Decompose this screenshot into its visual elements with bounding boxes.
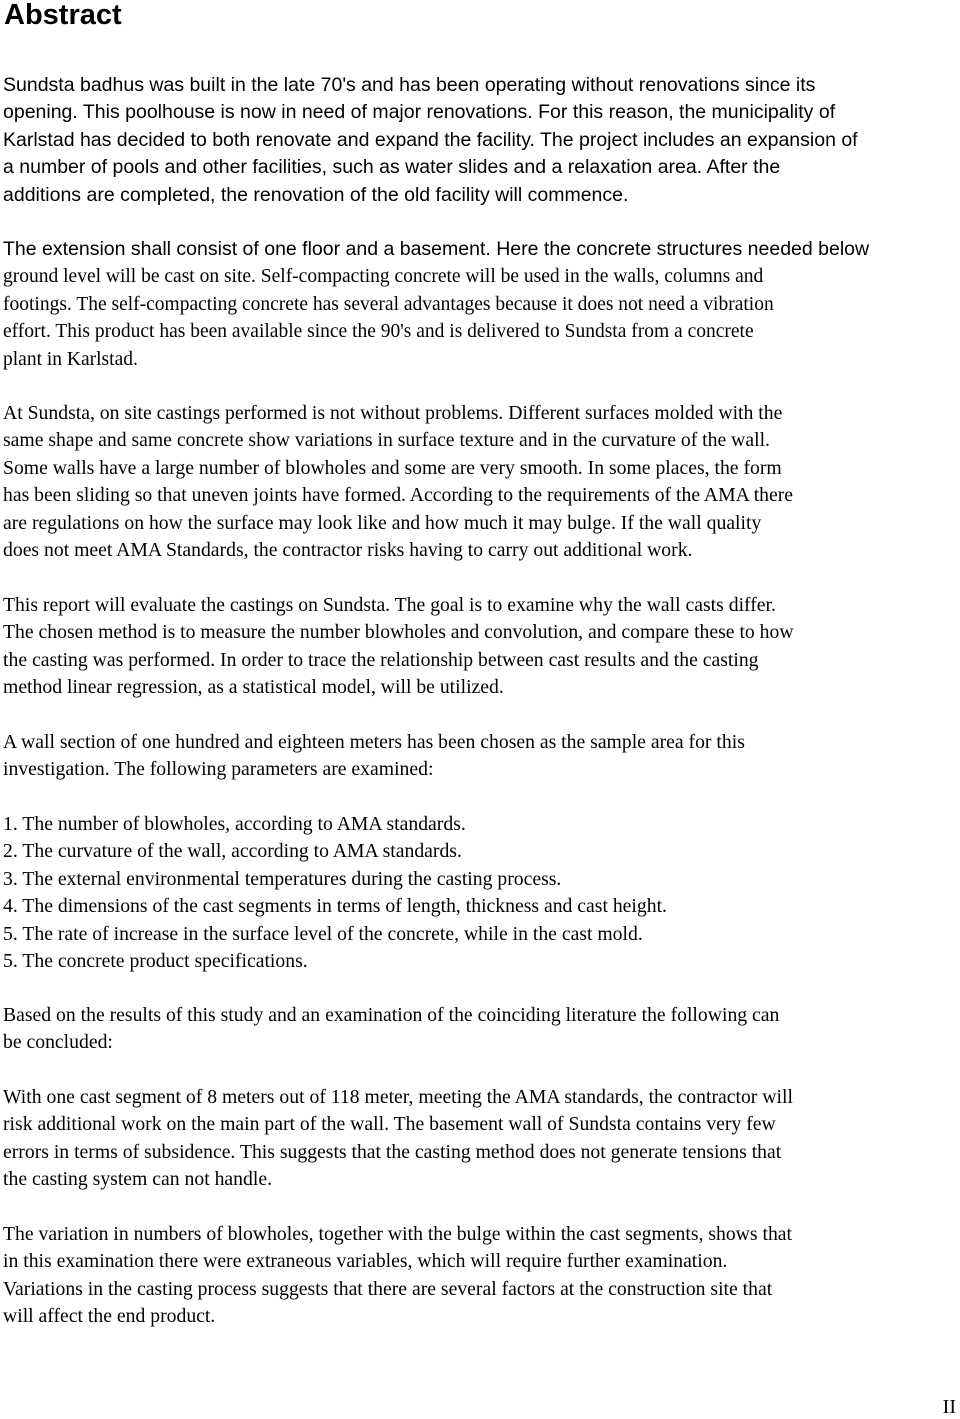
list-item: 4. The dimensions of the cast segments in terms of length, thickness and cast height. — [3, 895, 667, 918]
paragraph-line: plant in Karlstad. — [3, 348, 138, 370]
paragraph-line: Some walls have a large number of blowholes and some are very smooth. In some places, the form — [3, 456, 782, 479]
list-item: 2. The curvature of the wall, according to AMA standards. — [3, 840, 462, 863]
paragraph-line: With one cast segment of 8 meters out of 118 meter, meeting the AMA standards, the contractor will — [3, 1086, 793, 1108]
paragraph-line: be concluded: — [3, 1031, 113, 1054]
paragraph-line: Based on the results of this study and an examination of the coinciding literature the following can — [3, 1004, 780, 1026]
paragraph-line: The chosen method is to measure the number blowholes and convolution, and compare these to how — [3, 621, 794, 644]
paragraph-line: ground level will be cast on site. Self-compacting concrete will be used in the walls, columns and — [3, 266, 764, 288]
paragraph-line: Variations in the casting process suggests that there are several factors at the construction site that — [3, 1277, 773, 1300]
paragraph-sample-area — [3, 729, 960, 784]
paragraph-line: Sundsta badhus was built in the late 70's and has been operating without renovations since its — [3, 74, 816, 96]
page-number: II — [942, 1396, 956, 1418]
paragraph-line: additions are completed, the renovation of the old facility will commence. — [3, 183, 629, 206]
paragraph-line: errors in terms of subsidence. This suggests that the casting method does not generate tensions that — [3, 1140, 782, 1163]
paragraph-conclusion-segment — [3, 1084, 960, 1194]
paragraph-line: a number of pools and other facilities, such as water slides and a relaxation area. After the — [3, 156, 781, 179]
paragraph-problems — [3, 400, 960, 564]
paragraph-line: This report will evaluate the castings on Sundsta. The goal is to examine why the wall casts differ. — [3, 594, 776, 616]
paragraph-line: in this examination there were extraneous variables, which will require further examination. — [3, 1250, 728, 1273]
paragraph-line: same shape and same concrete show variations in surface texture and in the curvature of the wall. — [3, 429, 770, 452]
page-heading: Abstract — [4, 0, 122, 31]
paragraph-line: The variation in numbers of blowholes, together with the bulge within the cast segments, shows that — [3, 1223, 792, 1245]
paragraph-line: are regulations on how the surface may look like and how much it may bulge. If the wall quality — [3, 511, 762, 534]
paragraph-line: opening. This poolhouse is now in need of major renovations. For this reason, the municipality of — [3, 101, 836, 124]
list-item: 5. The concrete product specifications. — [3, 949, 308, 972]
paragraph-line: method linear regression, as a statistical model, will be utilized. — [3, 676, 504, 699]
paragraph-line: Karlstad has decided to both renovate and expand the facility. The project includes an expansion of — [3, 128, 858, 151]
paragraph-line: investigation. The following parameters are examined: — [3, 758, 434, 781]
paragraph-line: does not meet AMA Standards, the contractor risks having to carry out additional work. — [3, 538, 693, 561]
parameter-list — [3, 811, 960, 975]
paragraph-line: effort. This product has been available since the 90's and is delivered to Sundsta from a concrete — [3, 321, 754, 343]
paragraph-line: A wall section of one hundred and eighteen meters has been chosen as the sample area for this — [3, 731, 745, 753]
paragraph-line: The extension shall consist of one floor and a basement. Here the concrete structures needed below — [3, 238, 870, 260]
paragraph-extension — [3, 236, 960, 373]
paragraph-background — [3, 72, 960, 209]
paragraph-line: the casting was performed. In order to trace the relationship between cast results and the casting — [3, 648, 759, 671]
list-item: 5. The rate of increase in the surface level of the concrete, while in the cast mold. — [3, 922, 643, 945]
paragraph-conclusion-variation — [3, 1221, 960, 1331]
list-item: 1. The number of blowholes, according to AMA standards. — [3, 813, 466, 835]
paragraph-conclusion-intro — [3, 1002, 960, 1057]
paragraph-line: has been sliding so that uneven joints have formed. According to the requirements of the AMA there — [3, 484, 794, 507]
paragraph-report-aim — [3, 592, 960, 702]
paragraph-line: At Sundsta, on site castings performed is not without problems. Different surfaces molded with the — [3, 402, 783, 424]
paragraph-line: footings. The self-compacting concrete has several advantages because it does not need a vibration — [3, 293, 774, 315]
paragraph-line: the casting system can not handle. — [3, 1168, 272, 1191]
paragraph-line: will affect the end product. — [3, 1305, 216, 1328]
list-item: 3. The external environmental temperatures during the casting process. — [3, 867, 562, 890]
paragraph-line: risk additional work on the main part of the wall. The basement wall of Sundsta contains very few — [3, 1113, 776, 1136]
